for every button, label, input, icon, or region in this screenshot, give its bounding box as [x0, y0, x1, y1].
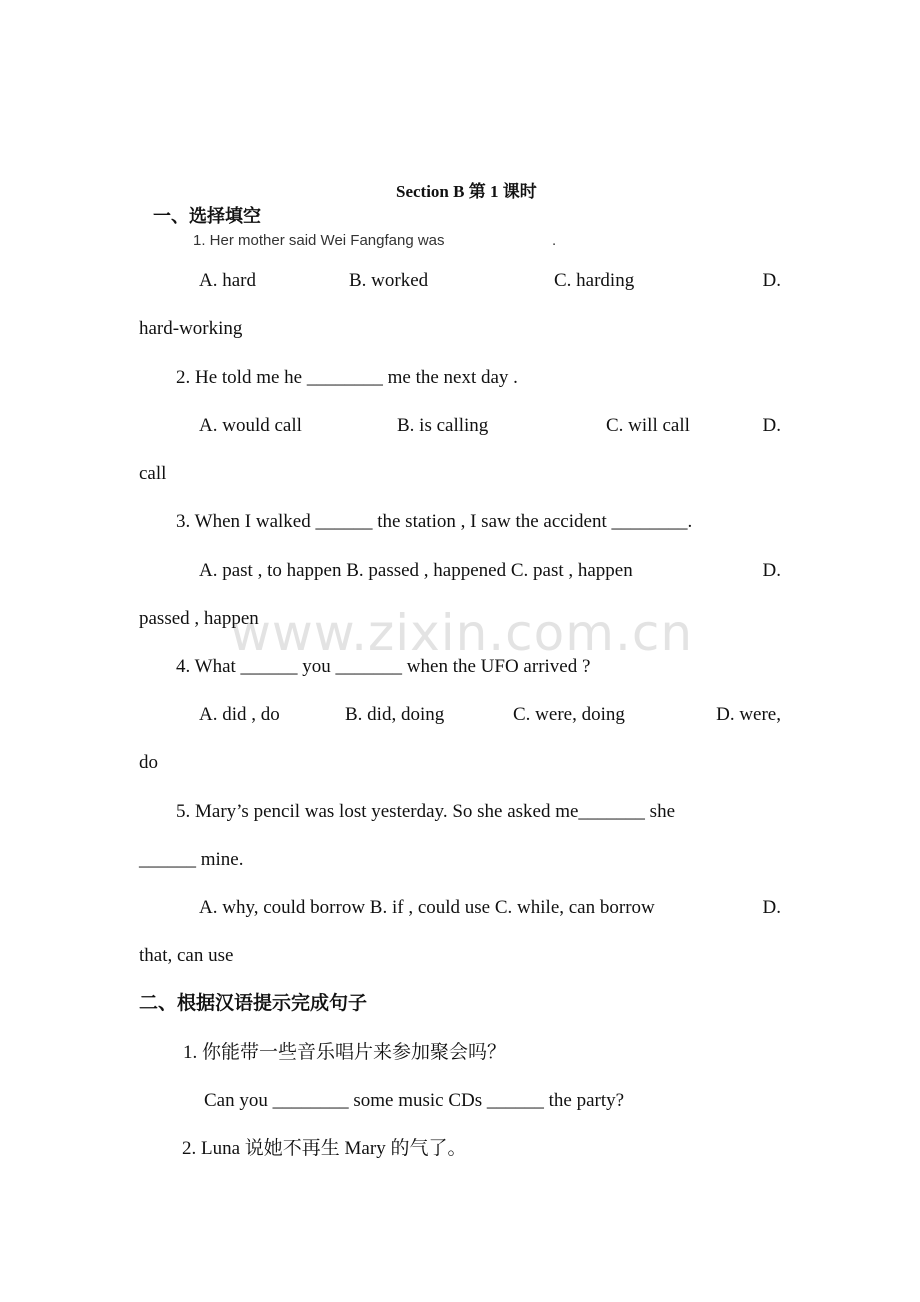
page-title: Section B 第 1 课时 — [396, 182, 537, 201]
q1-stem: 1. Her mother said Wei Fangfang was — [193, 232, 445, 249]
q3-option-d: D. — [762, 560, 781, 581]
section1-heading: 一、选择填空 — [153, 206, 261, 226]
q5-stem: 5. Mary’s pencil was lost yesterday. So she asked me_______ she — [176, 801, 676, 822]
q4-stem: 4. What ______ you _______ when the UFO arrived ? — [176, 656, 591, 677]
q2-option-d: D. — [762, 415, 781, 436]
q1-period: . — [552, 232, 557, 249]
q4-option-b: B. did, doing — [345, 704, 445, 725]
q5-option-d-text: that, can use — [139, 945, 234, 966]
watermark: www.zixin.com.cn — [230, 604, 694, 662]
q4-option-d: D. were, — [716, 704, 781, 725]
q4-option-d-text: do — [139, 752, 158, 773]
q1-option-b: B. worked — [349, 270, 429, 291]
q2-stem: 2. He told me he ________ me the next day . — [176, 367, 518, 388]
q3-option-d-text: passed , happen — [139, 608, 259, 629]
q3-options: A. past , to happen B. passed , happened C. past , happen — [199, 560, 633, 581]
q2-option-b: B. is calling — [397, 415, 489, 436]
s2-item2-chinese: 2. Luna 说她不再生 Mary 的气了。 — [182, 1138, 467, 1159]
q2-option-d-text: call — [139, 463, 167, 484]
q3-stem: 3. When I walked ______ the station , I saw the accident ________. — [176, 511, 693, 532]
s2-item1-chinese: 1. 你能带一些音乐唱片来参加聚会吗？ — [183, 1042, 507, 1063]
q2-option-a: A. would call — [199, 415, 302, 436]
q1-option-d: D. — [762, 270, 781, 291]
q5-stem-continued: ______ mine. — [139, 849, 244, 870]
q4-option-c: C. were, doing — [513, 704, 625, 725]
q2-option-c: C. will call — [606, 415, 690, 436]
q1-option-c: C. harding — [554, 270, 635, 291]
q1-option-d-text: hard-working — [139, 318, 243, 339]
q5-option-d: D. — [762, 897, 781, 918]
q5-options: A. why, could borrow B. if , could use C. while, can borrow — [199, 897, 655, 918]
s2-item1-english: Can you ________ some music CDs ______ the party? — [204, 1090, 625, 1111]
section2-heading: 二、根据汉语提示完成句子 — [139, 993, 368, 1014]
q1-option-a: A. hard — [199, 270, 256, 291]
q4-option-a: A. did , do — [199, 704, 280, 725]
